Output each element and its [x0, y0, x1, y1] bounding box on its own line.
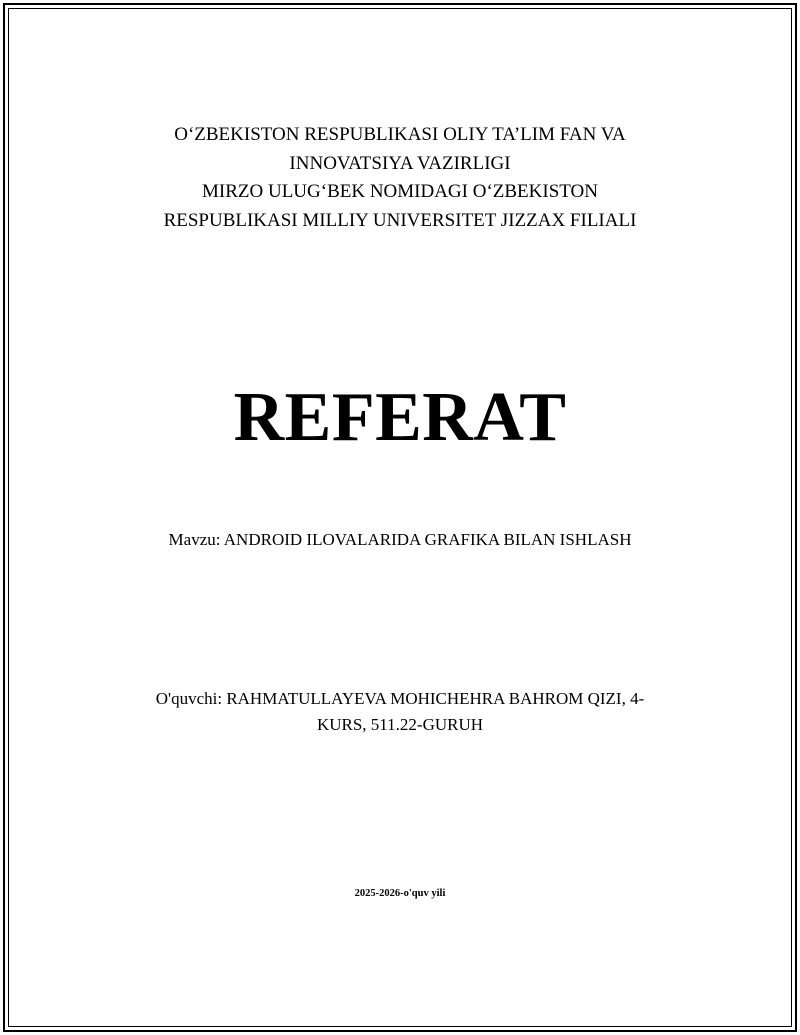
topic-line: Mavzu: ANDROID ILOVALARIDA GRAFIKA BILAN ISHLASH [168, 530, 632, 549]
header-line: MIRZO ULUG‘BEK NOMIDAGI O‘ZBEKISTON [202, 181, 598, 202]
header-line: RESPUBLIKASI MILLIY UNIVERSITET JIZZAX FILIALI [163, 209, 637, 231]
header-line: O‘ZBEKISTON RESPUBLIKASI OLIY TA’LIM FAN VA [174, 124, 626, 145]
header-line: INNOVATSIYA VAZIRLIGI [289, 152, 511, 174]
institution-header [0, 121, 800, 235]
student-info [0, 686, 800, 738]
document-title: REFERAT [233, 379, 567, 456]
student-line: O'quvchi: RAHMATULLAYEVA MOHICHEHRA BAHROM QIZI, 4- [155, 689, 645, 708]
student-line: KURS, 511.22-GURUH [316, 715, 484, 734]
academic-year: 2025-2026-o'quv yili [354, 888, 446, 899]
